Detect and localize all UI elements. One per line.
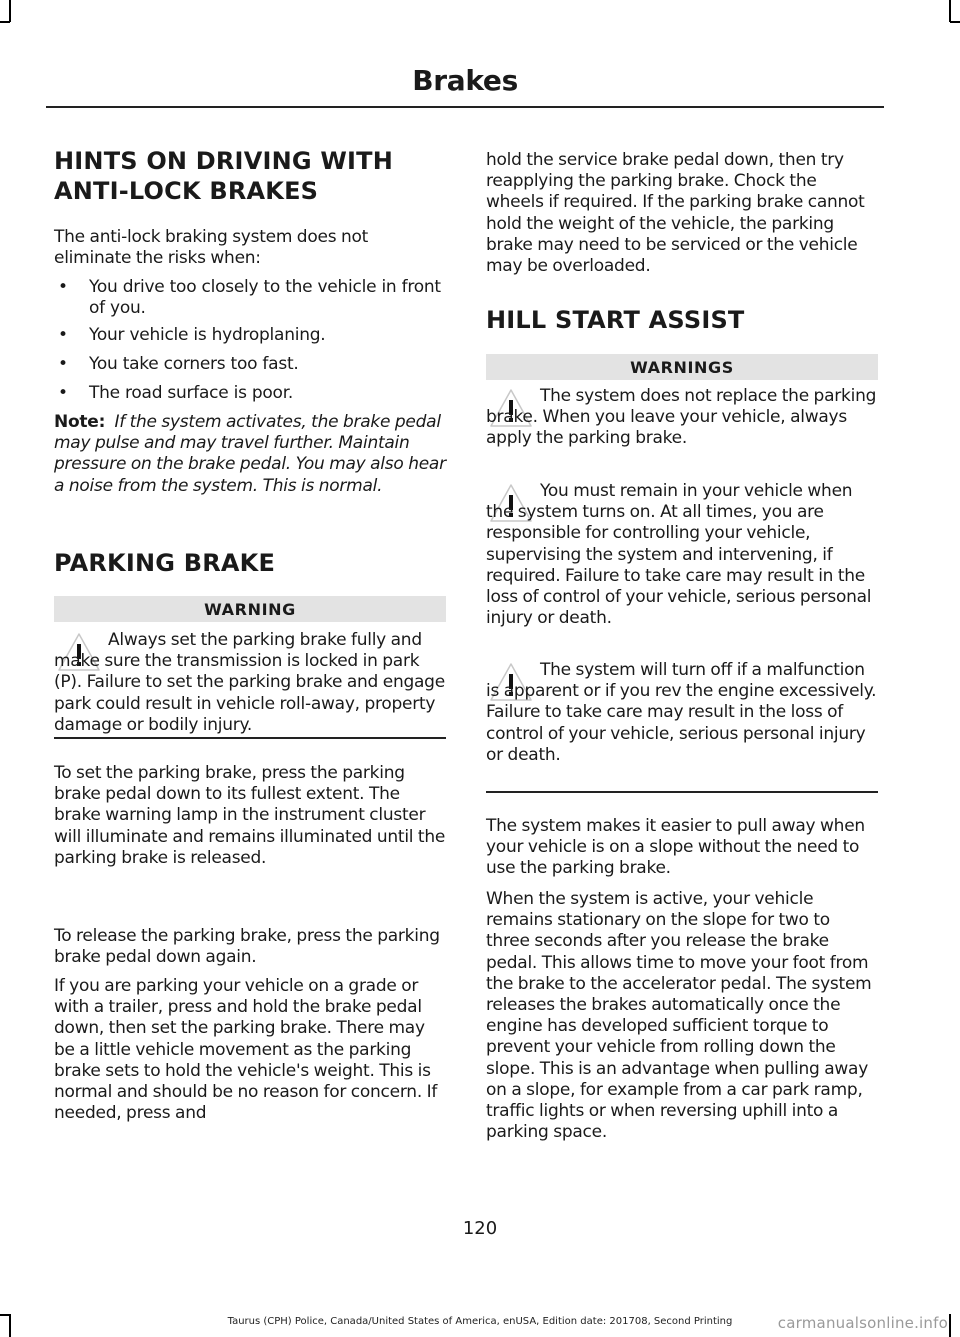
note-label: Note:	[54, 412, 106, 432]
heading-hints-abs-line1: HINTS ON DRIVING WITH	[54, 147, 393, 175]
intro-paragraph: The anti-lock braking system does not eliminate the risks when:	[54, 227, 369, 269]
heading-hints-abs-line2: ANTI-LOCK BRAKES	[54, 177, 319, 205]
heading-parking-brake: PARKING BRAKE	[54, 549, 276, 577]
body-paragraph: To set the parking brake, press the parking brake pedal down to its fullest extent. The brake warning lamp in the instrument cluster will illuminate and remains illuminated until the parking brake is released.	[54, 763, 446, 868]
body-paragraph: If you are parking your vehicle on a grade or with a trailer, press and hold the brake pedal down, then set the parking brake. There may be a little vehicle movement as the parking brake sets to hold the vehicle's weight. This is normal and should be no reason for concern. If needed, press and	[54, 976, 438, 1124]
crop-mark	[9, 0, 11, 22]
body-paragraph: To release the parking brake, press the parking brake pedal down again.	[54, 926, 440, 968]
warnings-banner: WARNINGS	[486, 354, 878, 380]
note-paragraph	[54, 412, 446, 497]
crop-mark	[0, 21, 10, 23]
bullet-icon: •	[58, 354, 68, 374]
bullet-text: Your vehicle is hydroplaning.	[89, 325, 326, 345]
body-paragraph: The system makes it easier to pull away when your vehicle is on a slope without the need to use the parking brake.	[486, 816, 865, 879]
heading-hill-start-assist: HILL START ASSIST	[486, 306, 745, 334]
watermark: carmanualsonline.info	[777, 1314, 948, 1332]
warning-end-rule	[54, 737, 446, 739]
bullet-icon: •	[58, 325, 68, 345]
crop-mark	[950, 21, 960, 23]
warning-text: You must remain in your vehicle when the system turns on. At all times, you are responsible for controlling your vehicle, supervising the system and intervening, if required. Failure to take care may result in the loss of control of your vehicle, serious personal injury or death.	[486, 481, 872, 629]
bullet-icon: •	[58, 277, 68, 297]
body-paragraph: When the system is active, your vehicle remains stationary on the slope for two to three seconds after you release the brake pedal. This allows time to move your foot from the brake to the accelerator pedal. The system releases the brakes automatically once the engine has developed sufficient torque to prevent your vehicle from rolling down the slope. This is an advantage when pulling away on a slope, for example from a car park ramp, traffic lights or when reversing uphill into a parking space.	[486, 889, 872, 1143]
bullet-text: You drive too closely to the vehicle in front of you.	[89, 277, 441, 319]
warning-banner: WARNING	[54, 596, 446, 622]
warning-text: The system will turn off if a malfunction is apparent or if you rev the engine excessively. Failure to take care may result in the loss of control of your vehicle, serious personal injury or death.	[486, 660, 877, 765]
warning-text: The system does not replace the parking brake. When you leave your vehicle, always apply the parking brake.	[486, 386, 877, 449]
footer-text: Taurus (CPH) Police, Canada/United States of America, enUSA, Edition date: 201708, Second Printing	[227, 1316, 733, 1327]
bullet-text: The road surface is poor.	[89, 383, 294, 403]
header-rule	[46, 106, 884, 108]
bullet-icon: •	[58, 383, 68, 403]
continuation-paragraph: hold the service brake pedal down, then try reapplying the parking brake. Chock the wheels if required. If the parking brake cannot hold the weight of the vehicle, the parking brake may need to be serviced or the vehicle may be overloaded.	[486, 150, 865, 277]
bullet-text: You take corners too fast.	[89, 354, 299, 374]
warning-text: Always set the parking brake fully and make sure the transmission is locked in park (P). Failure to set the parking brake and engage park could result in vehicle roll-away, property damage or bodily injury.	[54, 630, 445, 735]
crop-mark	[949, 0, 951, 22]
note-text: If the system activates, the brake pedal may pulse and may travel further. Maintain pressure on the brake pedal. You may also hear a noise from the system. This is normal.	[54, 412, 446, 496]
warning-end-rule	[486, 791, 878, 793]
page-number: 120	[462, 1218, 498, 1239]
page-section-title: Brakes	[412, 64, 518, 97]
